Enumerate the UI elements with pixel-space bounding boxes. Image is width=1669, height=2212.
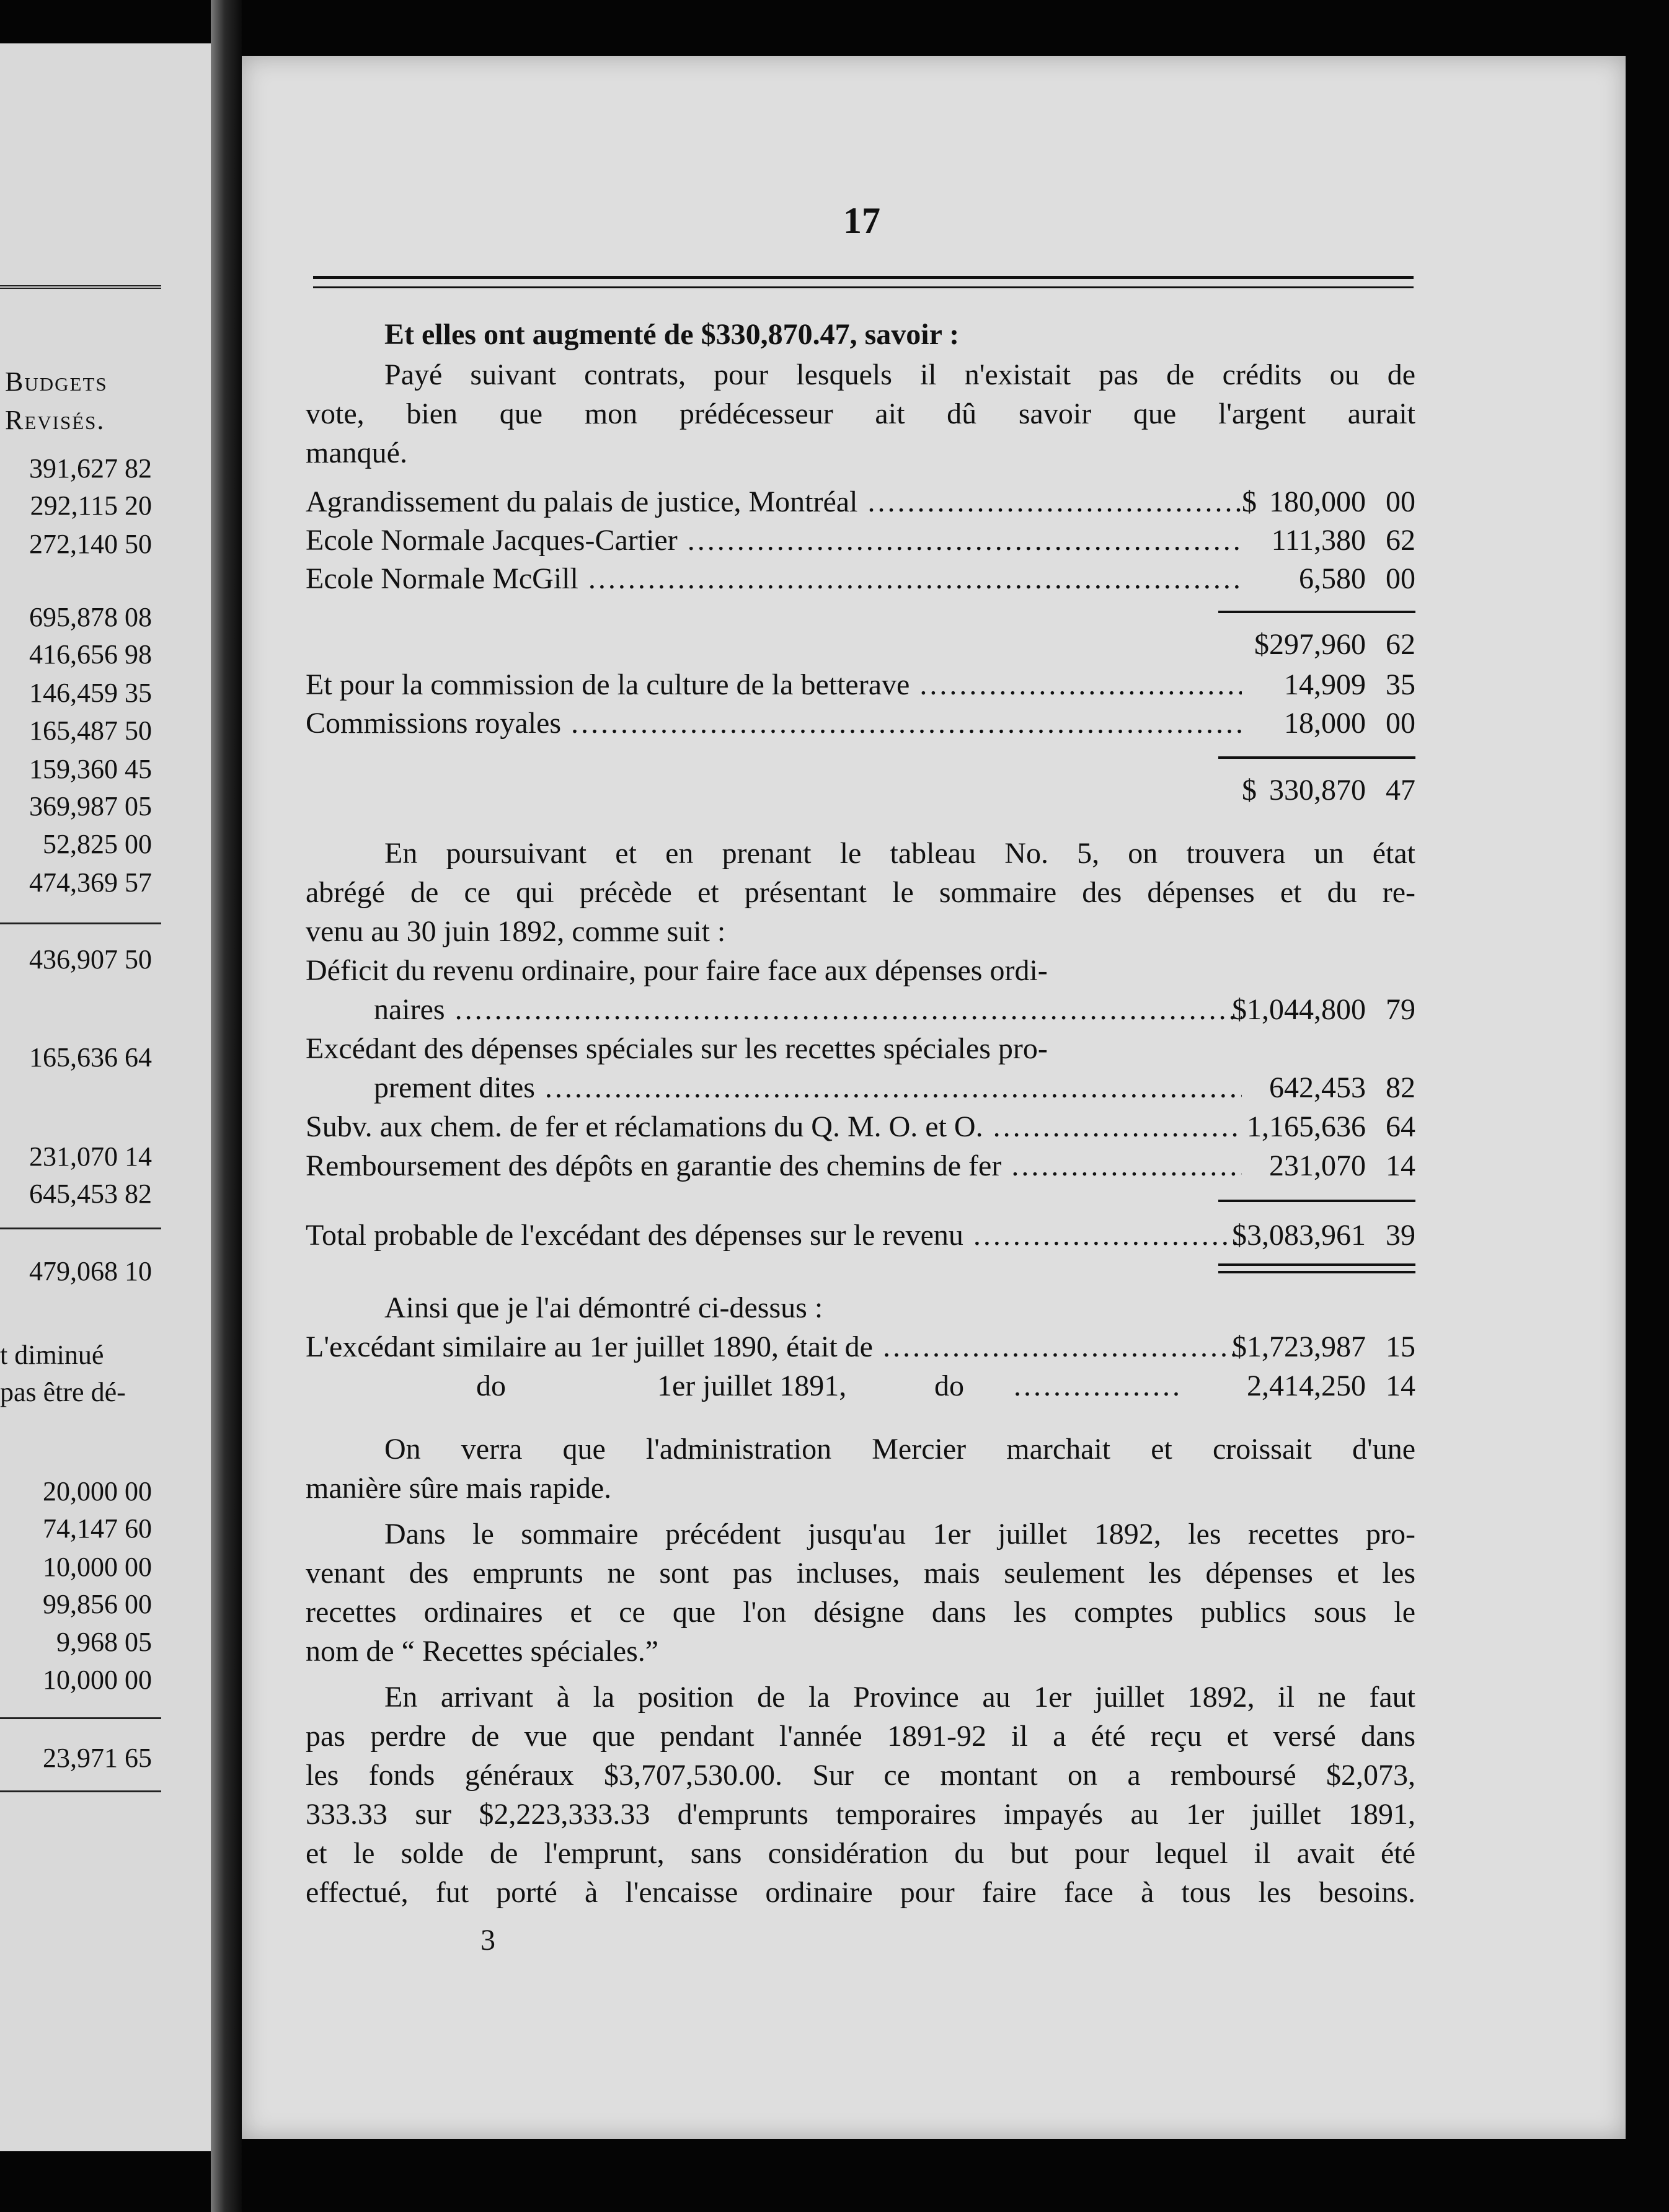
ledger-cents: 79: [1386, 993, 1415, 1026]
total-label: Total probable de l'excédant des dépenses sur le revenu .....: [306, 1217, 1242, 1254]
paragraph-line: pas perdre de vue que pendant l'année 1891-92 il a été reçu et versé dans: [306, 1720, 1415, 1753]
dollar-sign: $: [1242, 485, 1257, 518]
double-sum-rule: [1218, 1263, 1415, 1273]
paragraph-line: et le solde de l'emprunt, sans considération du but pour lequel il avait été: [306, 1837, 1415, 1870]
facing-figure: 272,140 50: [29, 529, 152, 559]
paragraph-line: recettes ordinaires et ce que l'on désigne dans les comptes publics sous le: [306, 1596, 1415, 1629]
book-gutter: [211, 0, 242, 2212]
document-page: [242, 56, 1626, 2139]
ledger-entry: [306, 705, 1415, 742]
paragraph-line: En poursuivant et en prenant le tableau No. 5, on trouvera un état: [384, 837, 1415, 870]
ledger-label: Agrandissement du palais de justice, Montréal .....: [306, 484, 1242, 521]
facing-text-fragment: pas être dé-: [0, 1377, 126, 1407]
facing-figure: 165,487 50: [29, 715, 152, 746]
facing-figure: 436,907 50: [29, 944, 152, 975]
subtotal-amount: $297,960: [1254, 628, 1366, 661]
page-number: 17: [843, 200, 880, 241]
paragraph-line: abrégé de ce qui précède et présentant le sommaire des dépenses et du re-: [306, 876, 1415, 909]
ledger-entry: [306, 1368, 1415, 1405]
ledger-label: Et pour la commission de la culture de la betterave .....: [306, 666, 1242, 704]
ledger-label: Commissions royales .....: [306, 705, 1242, 742]
facing-figure: 474,369 57: [29, 867, 152, 898]
ledger-entry: [306, 991, 1415, 1029]
paragraph-line: vote, bien que mon prédécesseur ait dû savoir que l'argent aurait: [306, 397, 1415, 430]
facing-page-fragment: [0, 43, 211, 2151]
ledger-entry: [306, 522, 1415, 559]
facing-figure: 23,971 65: [43, 1743, 152, 1773]
ledger-entry: [306, 484, 1415, 521]
ledger-cents: 00: [1386, 707, 1415, 740]
ledger-cents: 14: [1386, 1149, 1415, 1182]
facing-figure: 10,000 00: [43, 1665, 152, 1695]
subtotal-cents: 62: [1386, 628, 1415, 661]
facing-figure: 645,453 82: [29, 1179, 152, 1209]
paragraph-line: venant des emprunts ne sont pas incluses, mais seulement les dépenses et les: [306, 1557, 1415, 1590]
ledger-amount: 2,414,250: [1247, 1369, 1366, 1402]
facing-figure: 9,968 05: [56, 1627, 152, 1657]
ledger-amount: 18,000: [1284, 707, 1366, 740]
facing-page-rule: [0, 1228, 161, 1229]
total-cents: 39: [1386, 1219, 1415, 1252]
ledger-amount: 14,909: [1284, 668, 1366, 701]
ledger-cents: 64: [1386, 1110, 1415, 1143]
facing-figure: 20,000 00: [43, 1476, 152, 1506]
total-amount: $3,083,961: [1232, 1219, 1366, 1252]
total-entry: [306, 772, 1415, 809]
ledger-amount: 111,380: [1271, 524, 1366, 557]
facing-figure: 99,856 00: [43, 1589, 152, 1619]
facing-figure: 391,627 82: [29, 453, 152, 484]
paragraph-line: manqué.: [306, 436, 407, 469]
subtotal-entry: [306, 626, 1415, 663]
facing-header-top: Budgets: [5, 366, 108, 397]
paragraph-line: venu au 30 juin 1892, comme suit :: [306, 915, 726, 948]
paragraph-line: Dans le sommaire précédent jusqu'au 1er juillet 1892, les recettes pro-: [384, 1518, 1415, 1551]
paragraph-line: manière sûre mais rapide.: [306, 1472, 612, 1505]
facing-page-rule: [0, 922, 161, 924]
paragraph-line: Payé suivant contrats, pour lesquels il n'existait pas de crédits ou de: [384, 358, 1415, 391]
ledger-label: prement dites .....: [374, 1069, 1242, 1107]
ledger-label: Subv. aux chem. de fer et réclamations du Q. M. O. et O. .....: [306, 1108, 1242, 1146]
ledger-label: L'excédant similaire au 1er juillet 1890, était de .....: [306, 1329, 1242, 1366]
ledger-amount: 1,165,636: [1247, 1110, 1366, 1143]
summary-label-line: Excédant des dépenses spéciales sur les recettes spéciales pro-: [306, 1032, 1048, 1065]
facing-figure: 479,068 10: [29, 1256, 152, 1286]
facing-header-bottom: Revisés.: [5, 405, 105, 435]
paragraph-line: les fonds généraux $3,707,530.00. Sur ce montant on a remboursé $2,073,: [306, 1759, 1415, 1792]
paragraph-line: effectué, fut porté à l'encaisse ordinaire pour faire face à tous les besoins.: [306, 1876, 1415, 1909]
ledger-cents: 82: [1386, 1071, 1415, 1104]
ditto-mark: do: [476, 1369, 506, 1402]
total-amount: 330,870: [1269, 774, 1366, 807]
ledger-cents: 00: [1386, 485, 1415, 518]
ledger-amount: 231,070: [1269, 1149, 1366, 1182]
facing-page-rule: [0, 1717, 161, 1719]
facing-figure: 52,825 00: [43, 829, 152, 859]
ditto-mark: do: [934, 1369, 964, 1402]
paragraph-line: nom de “ Recettes spéciales.”: [306, 1635, 659, 1668]
sum-rule: [1218, 611, 1415, 613]
ledger-entry: [306, 666, 1415, 704]
header-rule: [313, 276, 1414, 288]
dollar-sign: $: [1242, 774, 1257, 807]
ledger-cents: 62: [1386, 524, 1415, 557]
ledger-entry: [306, 1069, 1415, 1107]
ledger-amount: 6,580: [1299, 562, 1366, 595]
ledger-cents: 00: [1386, 562, 1415, 595]
sum-rule: [1218, 756, 1415, 759]
paragraph-line: On verra que l'administration Mercier marchait et croissait d'une: [384, 1433, 1415, 1466]
facing-figure: 416,656 98: [29, 639, 152, 670]
facing-text-fragment: t diminué: [0, 1340, 104, 1370]
ledger-label: naires .....: [374, 991, 1242, 1029]
ledger-entry: [306, 1148, 1415, 1185]
paragraph-line: En arrivant à la position de la Province au 1er juillet 1892, il ne faut: [384, 1681, 1415, 1714]
ledger-amount: 642,453: [1269, 1071, 1366, 1104]
facing-figure: 159,360 45: [29, 754, 152, 784]
paragraph-line: 333.33 sur $2,223,333.33 d'emprunts temporaires impayés au 1er juillet 1891,: [306, 1798, 1415, 1831]
facing-figure: 369,987 05: [29, 791, 152, 821]
sum-rule: [1218, 1200, 1415, 1202]
comparison-intro: Ainsi que je l'ai démontré ci-dessus :: [384, 1291, 823, 1324]
ledger-entry: [306, 560, 1415, 598]
total-entry: [306, 1217, 1415, 1254]
ledger-label: Ecole Normale Jacques-Cartier .....: [306, 522, 1242, 559]
ledger-label: Ecole Normale McGill .....: [306, 560, 1242, 598]
paragraph-line: Et elles ont augmenté de $330,870.47, savoir :: [384, 318, 960, 351]
summary-label-line: Déficit du revenu ordinaire, pour faire face aux dépenses ordi-: [306, 954, 1048, 987]
ledger-cents: 35: [1386, 668, 1415, 701]
facing-figure: 74,147 60: [43, 1513, 152, 1544]
facing-figure: 695,878 08: [29, 602, 152, 632]
facing-figure: 146,459 35: [29, 678, 152, 708]
ledger-entry: [306, 1329, 1415, 1366]
ledger-amount: $1,723,987: [1232, 1330, 1366, 1363]
ledger-entry: [306, 1108, 1415, 1146]
ledger-amount: 180,000: [1269, 485, 1366, 518]
facing-figure: 231,070 14: [29, 1141, 152, 1172]
ledger-amount: $1,044,800: [1232, 993, 1366, 1026]
leader-dots: .................: [1014, 1369, 1182, 1402]
total-cents: 47: [1386, 774, 1415, 807]
ledger-cents: 15: [1386, 1330, 1415, 1363]
facing-figure: 10,000 00: [43, 1552, 152, 1582]
signature-mark: 3: [480, 1924, 495, 1957]
facing-page-rule: [0, 1790, 161, 1792]
facing-figure: 165,636 64: [29, 1042, 152, 1073]
comparison-date: 1er juillet 1891,: [657, 1369, 847, 1402]
ledger-label: Remboursement des dépôts en garantie des chemins de fer .....: [306, 1148, 1242, 1185]
facing-figure: 292,115 20: [30, 490, 152, 521]
ledger-cents: 14: [1386, 1369, 1415, 1402]
facing-page-rule: [0, 285, 161, 289]
